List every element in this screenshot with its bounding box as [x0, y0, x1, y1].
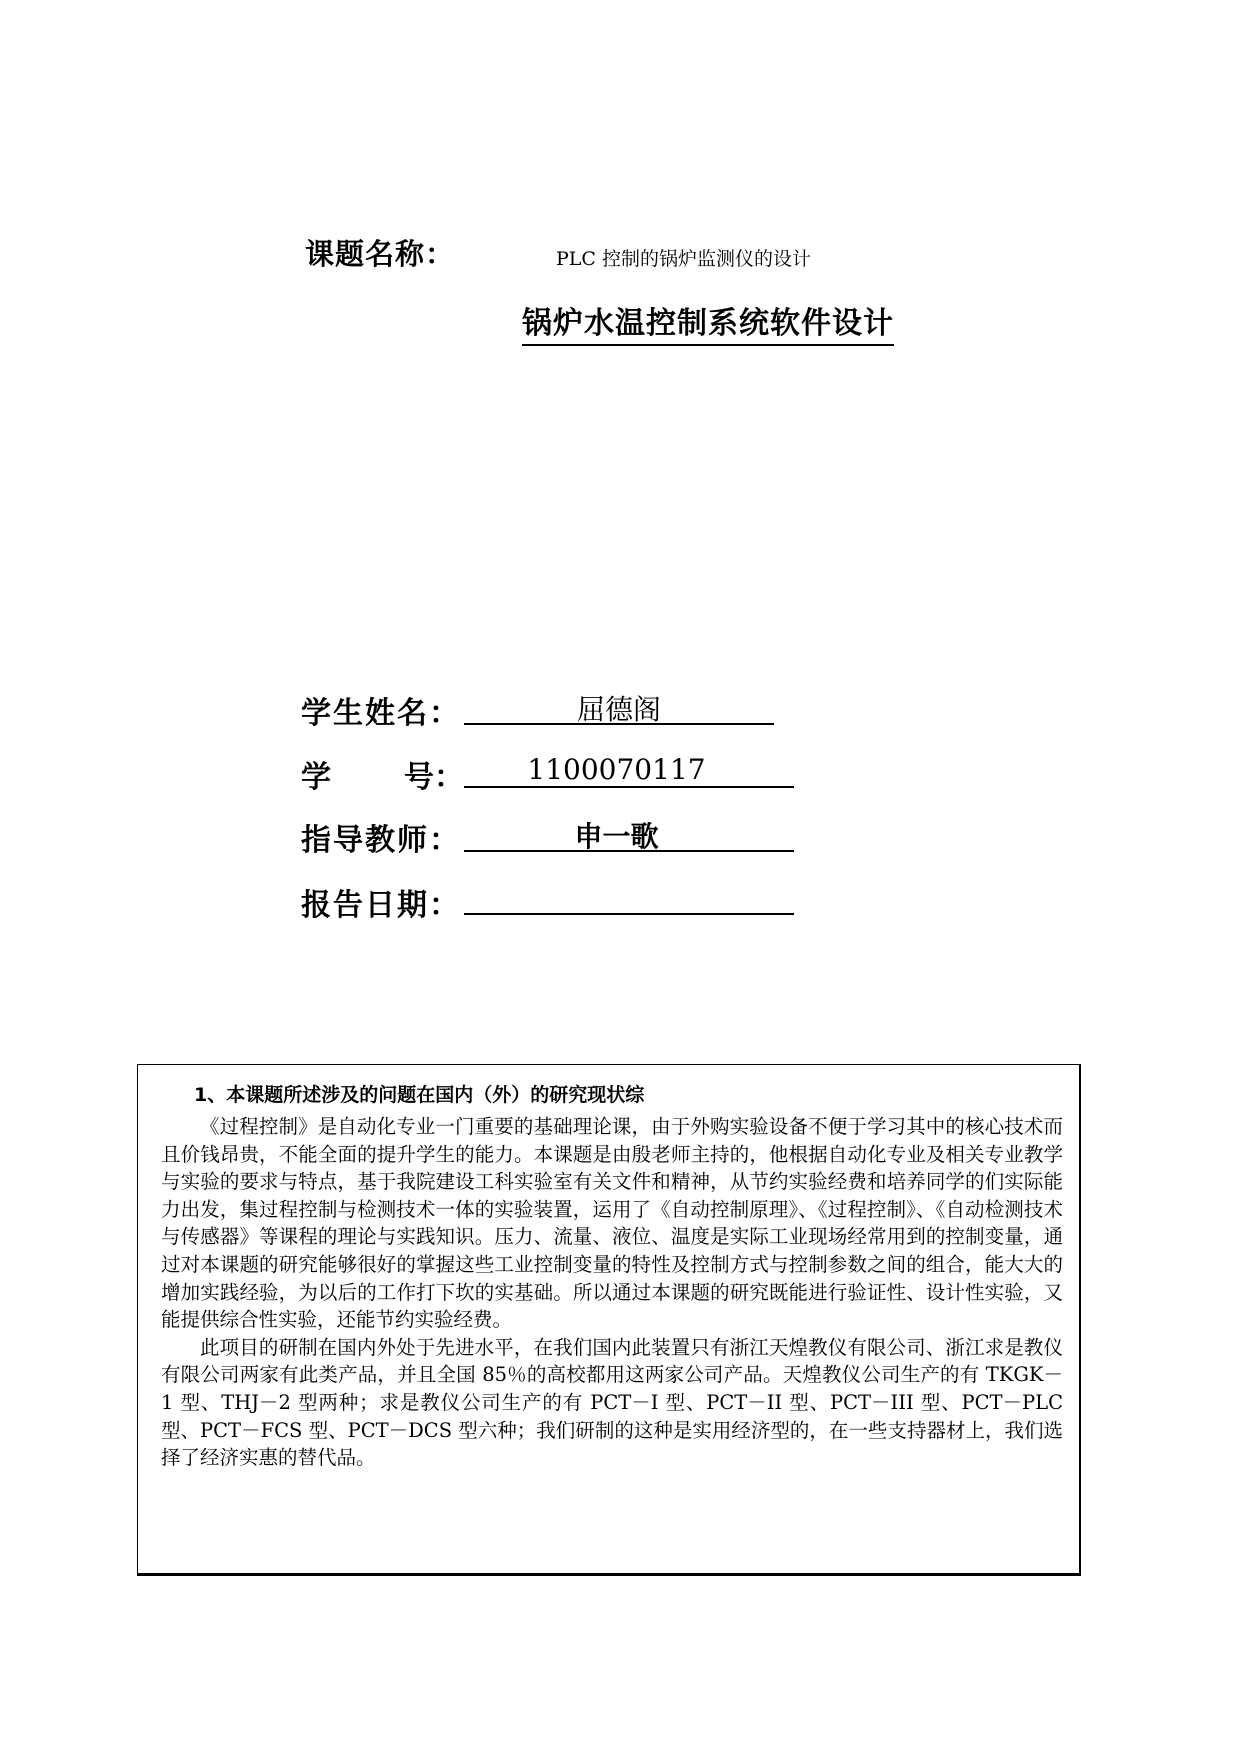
student-name-label: 学生姓名： — [301, 696, 461, 731]
paragraph-2: 此项目的研制在国内外处于先进水平，在我们国内此装置只有浙江天煌教仪有限公司、浙江求是教仪有限公司两家有此类产品，并且全国 85％的高校都用这两家公司产品。天煌教仪公司生产的有 TKGK－1 型、THJ－2 型两种；求是教仪公司生产的有 PCT－I 型、PCT－II 型、PCT－III 型、PCT－PLC 型、PCT－FCS 型、PCT－DCS 型六种；我们研制的这种是实用经济型的，在一些支持器材上，我们选择了经济实惠的替代品。 — [161, 1335, 1063, 1470]
student-id-label-part1: 学 — [301, 760, 331, 795]
student-id-value: 1100070117 — [527, 753, 706, 786]
topic-value: PLC 控制的锅炉监测仪的设计 — [556, 248, 811, 270]
main-title: 锅炉水温控制系统软件设计 — [522, 298, 894, 346]
student-id-label-part2: 号： — [404, 760, 464, 795]
advisor-label: 指导教师： — [301, 823, 461, 858]
report-date-underline — [464, 913, 794, 915]
student-name-value: 屈德阁 — [576, 693, 661, 726]
research-status-box — [137, 1064, 1081, 1576]
paragraph-1: 《过程控制》是自动化专业一门重要的基础理论课，由于外购实验设备不便于学习其中的核心技术而且价钱昂贵，不能全面的提升学生的能力。本课题是由殷老师主持的，他根据自动化专业及相关专业教学与实验的要求与特点，基于我院建设工科实验室有关文件和精神，从节约实验经费和培养同学的们实际能力出发，集过程控制与检测技术一体的实验装置，运用了《自动控制原理》、《过程控制》、《自动检测技术与传感器》等课程的理论与实践知识。压力、流量、液位、温度是实际工业现场经常用到的控制变量，通过对本课题的研究能够很好的掌握这些工业控制变量的特性及控制方式与控制参数之间的组合，能大大的增加实践经验，为以后的工作打下坎的实基础。所以通过本课题的研究既能进行验证性、设计性实验，又能提供综合性实验，还能节约实验经费。 — [161, 1115, 1063, 1332]
section-heading: 1、本课题所述涉及的问题在国内（外）的研究现状综 — [194, 1084, 645, 1106]
topic-label: 课题名称： — [305, 237, 456, 271]
student-name-underline — [464, 723, 774, 725]
advisor-value: 申一歌 — [574, 820, 659, 853]
student-id-underline — [464, 786, 794, 788]
advisor-underline — [464, 850, 794, 852]
report-date-label: 报告日期： — [301, 888, 461, 923]
student-id-label — [301, 752, 464, 796]
section-body — [161, 1113, 1063, 1472]
